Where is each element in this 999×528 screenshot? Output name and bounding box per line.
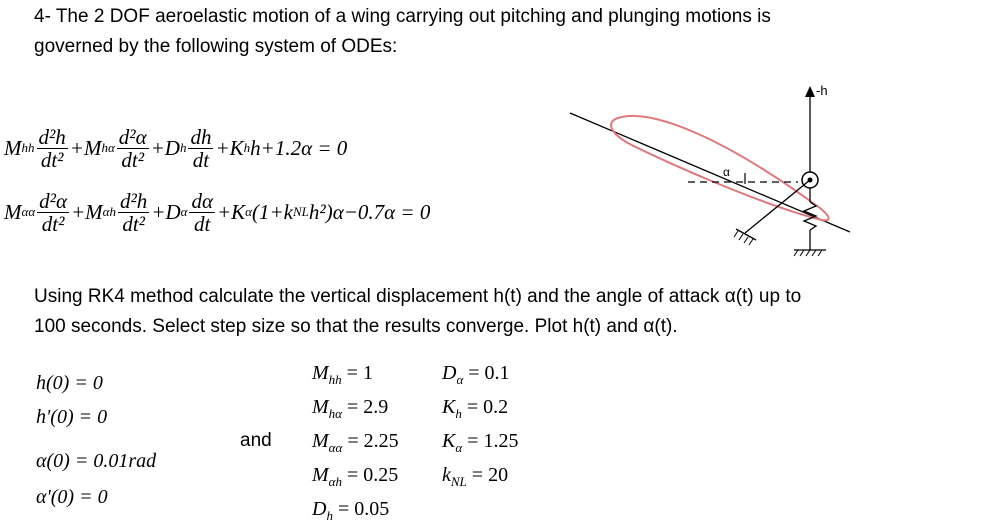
- axis-arrow-icon: [805, 86, 815, 97]
- axis-label: -h: [816, 83, 828, 98]
- param-k-nl: $k_{NL} = 20$: [442, 464, 509, 489]
- task-line2: 100 seconds. Select step size so that the results converge. Plot h(t) and α(t).: [34, 316, 678, 337]
- initial-condition-h0: h(0) = 0: [36, 372, 103, 394]
- fraction-dalpha-dt: $\frac{d\alpha}{dt}$: [191, 188, 213, 236]
- fraction-d2alpha-dt2: $\frac{\text{d²α}}{\text{dt²}}$: [118, 124, 147, 172]
- param-m-hh: $M_{hh} = 1$: [312, 362, 373, 387]
- fraction-d2h-dt2: $\frac{\text{d²h}}{\text{dt²}}$: [119, 188, 148, 236]
- torsion-ground: [736, 229, 756, 240]
- problem-title-line2: governed by the following system of ODEs:: [34, 36, 398, 57]
- task-line1: Using RK4 method calculate the vertical displacement h(t) and the angle of attack α(t) up to: [34, 286, 802, 307]
- initial-condition-alpha0: α(0) = 0.01rad: [36, 450, 157, 472]
- param-k-alpha: $K_\alpha = 1.25$: [442, 430, 519, 455]
- airfoil-outline: [611, 116, 829, 220]
- angle-label: α: [723, 165, 730, 179]
- param-d-h: $D_h = 0.05$: [312, 498, 390, 523]
- equation-pitch-plunge-2: M αα $\frac{\text{d²α}}{\text{dt²}}$ +M αh $\frac{\text{d²h}}{\text{dt²}}$ +D α $\frac{d\alpha}{dt}$ +K α (1+k NL h²)α−0.7α = 0: [4, 188, 431, 236]
- initial-condition-hprime0: h'(0) = 0: [36, 406, 108, 428]
- and-label: and: [240, 430, 272, 451]
- torsion-arm: [745, 180, 810, 233]
- param-m-alphaalpha: $M_{\alpha\alpha} = 2.25$: [312, 430, 399, 455]
- spring-hatch: [794, 250, 822, 256]
- fraction-dh-dt: $\frac{dh}{dt}$: [190, 124, 212, 172]
- wing-diagram: [560, 80, 860, 270]
- equation-pitch-plunge-1: M hh $\frac{\text{d²h}}{\text{dt²}}$ +M hα $\frac{\text{d²α}}{\text{dt²}}$ +D h $\frac{dh}{dt}$ +K h h+1.2α = 0: [4, 124, 348, 172]
- problem-title-line1: 4- The 2 DOF aeroelastic motion of a wing carrying out pitching and plunging motions is: [34, 6, 771, 27]
- initial-condition-alphaprime0: α'(0) = 0: [36, 486, 108, 508]
- param-k-h: $K_h = 0.2$: [442, 396, 509, 421]
- param-d-alpha: $D_\alpha = 0.1$: [442, 362, 510, 387]
- param-m-halpha: $M_{h\alpha} = 2.9$: [312, 396, 389, 421]
- param-m-alphah: $M_{\alpha h} = 0.25$: [312, 464, 399, 489]
- fraction-d2h-dt2: $\frac{\text{d²h}}{\text{dt²}}$: [38, 124, 66, 172]
- fraction-d2alpha-dt2: $\frac{\text{d²α}}{\text{dt²}}$: [39, 188, 67, 236]
